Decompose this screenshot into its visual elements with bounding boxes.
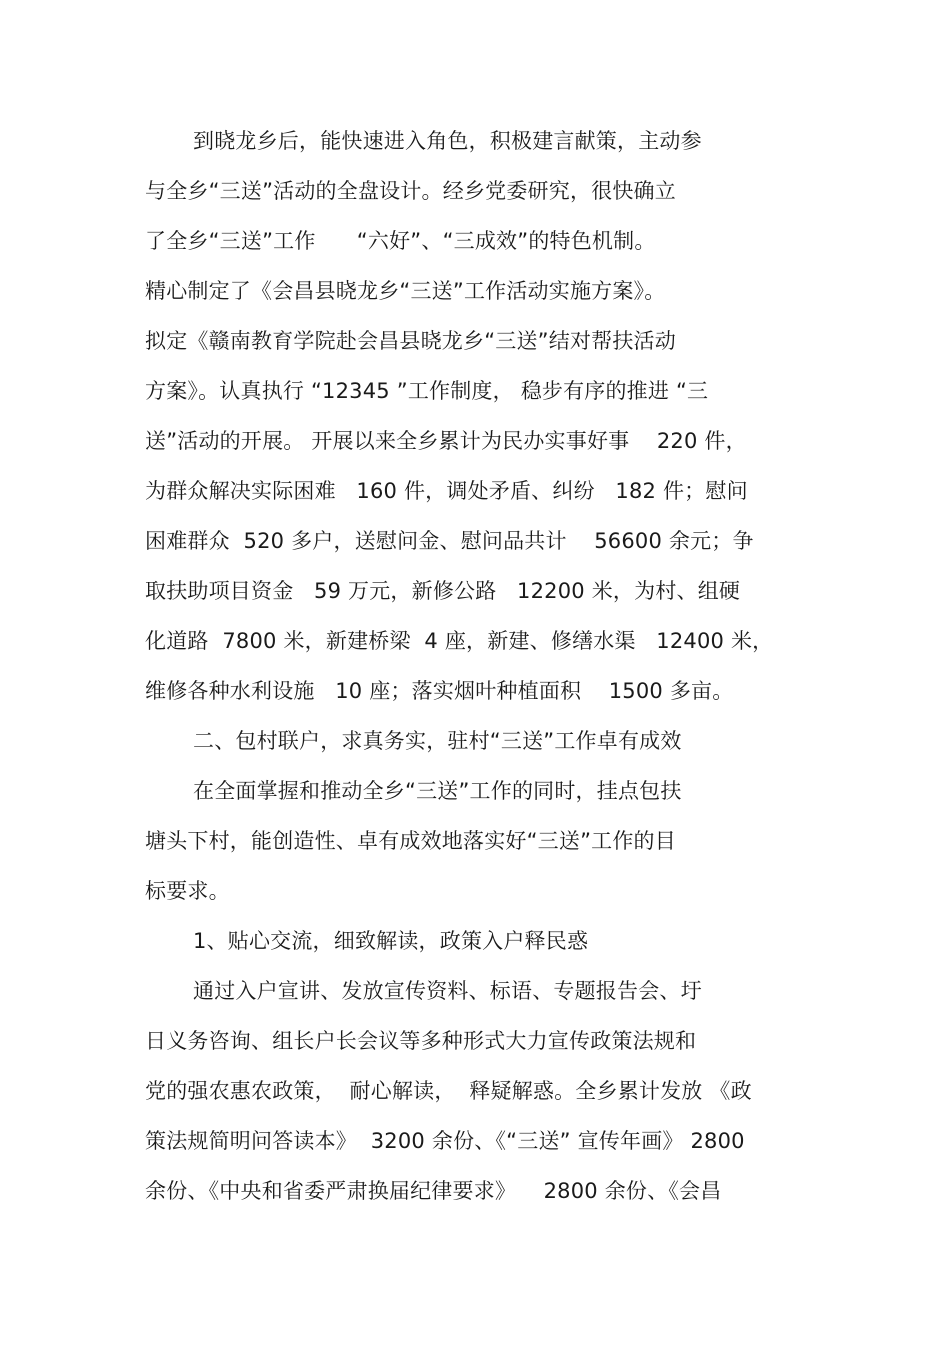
paragraph-line: 为群众解决实际困难 160 件，调处矛盾、纠纷 182 件；慰问	[145, 479, 748, 503]
paragraph-line: 拟定《赣南教育学院赴会昌县晓龙乡“三送”结对帮扶活动	[145, 329, 676, 353]
paragraph-line: 到晓龙乡后，能快速进入角色，积极建言献策，主动参	[193, 129, 702, 153]
paragraph-line: 与全乡“三送”活动的全盘设计。经乡党委研究，很快确立	[145, 179, 676, 203]
paragraph-line: 困难群众 520 多户，送慰问金、慰问品共计 56600 余元；争	[145, 529, 754, 553]
paragraph-line: 送”活动的开展。 开展以来全乡累计为民办实事好事 220 件，	[145, 429, 747, 453]
paragraph-line: 维修各种水利设施 10 座；落实烟叶种植面积 1500 多亩。	[145, 679, 734, 703]
subsection-heading: 1、贴心交流，细致解读，政策入户释民惑	[193, 929, 589, 953]
paragraph-line: 塘头下村，能创造性、卓有成效地落实好“三送”工作的目	[145, 829, 676, 853]
paragraph-line: 精心制定了《会昌县晓龙乡“三送”工作活动实施方案》。	[145, 279, 666, 303]
paragraph-line: 通过入户宣讲、发放宣传资料、标语、专题报告会、圩	[193, 979, 702, 1003]
paragraph-line: 化道路 7800 米，新建桥梁 4 座，新建、修缮水渠 12400 米，	[145, 629, 774, 653]
section-heading: 二、包村联户，求真务实，驻村“三送”工作卓有成效	[193, 729, 682, 753]
paragraph-line: 党的强农惠农政策， 耐心解读， 释疑解惑。全乡累计发放 《政	[145, 1079, 752, 1103]
paragraph-line: 标要求。	[145, 879, 230, 903]
paragraph-line: 了全乡“三送”工作 “六好”、“三成效”的特色机制。	[145, 229, 656, 253]
paragraph-line: 策法规简明问答读本》 3200 余份、《“三送” 宣传年画》 2800	[145, 1129, 745, 1153]
paragraph-line: 方案》。认真执行 “12345 ”工作制度， 稳步有序的推进 “三	[145, 379, 709, 403]
paragraph-line: 取扶助项目资金 59 万元，新修公路 12200 米，为村、组硬	[145, 579, 741, 603]
paragraph-line: 余份、《中央和省委严肃换届纪律要求》 2800 余份、《会昌	[145, 1179, 722, 1203]
paragraph-line: 日义务咨询、组长户长会议等多种形式大力宣传政策法规和	[145, 1029, 697, 1053]
paragraph-line: 在全面掌握和推动全乡“三送”工作的同时，挂点包扶	[193, 779, 682, 803]
